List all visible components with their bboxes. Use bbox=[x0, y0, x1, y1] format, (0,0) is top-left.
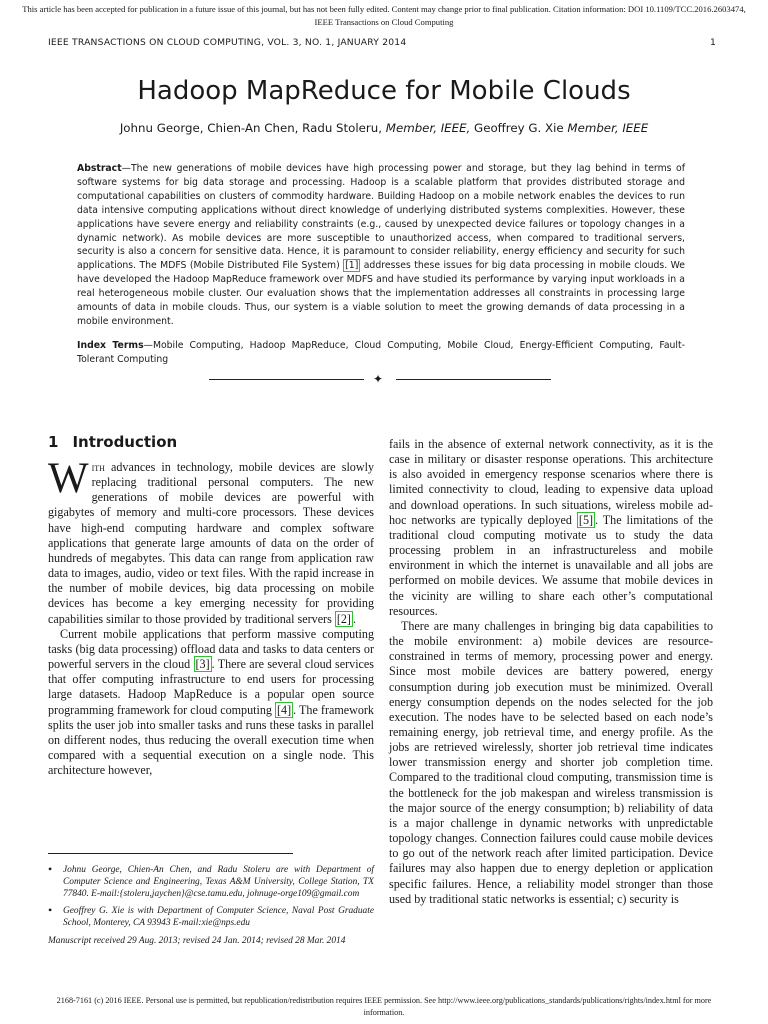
footnotes bbox=[48, 864, 374, 947]
page-number: 1 bbox=[709, 37, 716, 48]
small-caps-word: ith bbox=[91, 460, 105, 474]
intro-paragraph-3 bbox=[389, 437, 713, 619]
footer-line-1: 2168-7161 (c) 2016 IEEE. Personal use is permitted, but republication/redistribution requires IEEE permission. See http://www.ieee.org/publications_standards/publications/rights/index.html for more bbox=[56, 996, 712, 1005]
section-number: 1 bbox=[48, 433, 59, 451]
citation-link[interactable]: [4] bbox=[277, 702, 292, 717]
abstract-text-2: addresses these issues for big data processing in mobile clouds. We have developed the Hadoop MapReduce framework over MDFS and have studied its performance by varying input workloads in a real heterogeneous mobile cluster. Our evaluation shows that the implementation addresses all constraints in processing large amounts of data in mobile clouds. Thus, our system is a viable solution to meet the growing demands of data processing in a mobile environment. bbox=[77, 260, 685, 327]
intro-p3-text-b: . The limitations of the traditional cloud computing motivate us to study the data processing problem in an infrastructureless and mobile environment in which the internet is unavailable and all jobs are performed on mobile devices. We assume that mobile devices in the vicinity are willing to share each other’s computational resources. bbox=[389, 512, 713, 618]
intro-p1-end: . bbox=[352, 611, 356, 626]
intro-p1-text: advances in technology, mobile devices are slowly replacing traditional personal computers. The new generations of mobile devices are powerful with gigabytes of memory and multi-core processors. These devices have high-end computing hardware and complex software applications that generate large amounts of data on the order of hundreds of megabytes. This data can range from application raw data to images, audio, video or text files. With the rapid increase in the number of mobile devices, big data processing on mobile devices has become a key emerging necessity for providing capabilities similar to those provided by traditional servers bbox=[48, 460, 374, 626]
notice-line-2: IEEE Transactions on Cloud Computing bbox=[314, 17, 454, 27]
authors-part-1: Johnu George, Chien-An Chen, Radu Stoleru, bbox=[119, 121, 383, 135]
intro-p2-text-a: Current mobile applications that perform massive computing tasks (big data processing) offload data and tasks to data centers or powerful servers in the cloud bbox=[48, 626, 374, 672]
abstract-text-1: —The new generations of mobile devices have high processing power and storage, but they lag behind in terms of software systems for big data storage and processing. Hadoop is a scalable platform that provides distributed storage and computational capabilities on clusters of commodity hardware. Building Hadoop on a mobile network enables the devices to run data intensive computing applications without direct knowledge of underlying distributed systems complexities. However, these applications have severe energy and reliability constraints (e.g., caused by unexpected device failures or topology changes in a dynamic network). As mobile devices are more susceptible to unauthorized access, when compared to traditional servers, security is also a concern for sensitive data. Hence, it is paramount to consider reliability, energy efficiency and security for such applications. The MDFS (Mobile Distributed File System) bbox=[77, 163, 685, 272]
right-column bbox=[389, 437, 713, 907]
intro-paragraph-4: There are many challenges in bringing big data capabilities to the mobile environment: a) mobile devices are resource-constrained in terms of memory, processing power and energy. Since most mobile devices are battery powered, energy consumption during job execution must be minimized. Overall energy consumption depends on the nodes selected for the job execution. The nodes have to be selected based on each node’s remaining energy, job retrieval time, and energy profile. As the jobs are retrieved wirelessly, shorter job retrieval time indicates lower transmission energy and shorter job completion time. Compared to the traditional cloud computing, transmission time is the bottleneck for the job makespan and wireless transmission is the major source of the energy consumption; b) reliability of data is a major challenge in dynamic networks with unpredictable topology changes. Connection failures could cause mobile devices to go out of the network reach after limited participation. Device failures may also happen due to energy depletion or application specific failures. Hence, a reliability model stronger than those used by traditional static networks is essential; c) security is bbox=[389, 618, 713, 906]
citation-link[interactable]: [3] bbox=[195, 657, 210, 672]
drop-cap: W bbox=[48, 455, 89, 502]
divider-line-left bbox=[209, 379, 364, 380]
footnote-1 bbox=[48, 864, 374, 900]
citation-link[interactable]: [2] bbox=[336, 611, 351, 626]
section-title: Introduction bbox=[72, 433, 178, 451]
section-divider bbox=[209, 372, 551, 386]
footnote-2-text: Geoffrey G. Xie is with Department of Computer Science, Naval Post Graduate School, Monterey, CA 93943 E-mail:xie@nps.edu bbox=[63, 906, 374, 928]
index-terms-label: Index Terms bbox=[77, 340, 144, 351]
journal-name: IEEE TRANSACTIONS ON CLOUD COMPUTING, VOL. 3, NO. 1, JANUARY 2014 bbox=[48, 37, 407, 48]
bullet-icon: • bbox=[48, 862, 53, 876]
footnote-rule bbox=[48, 853, 293, 854]
abstract bbox=[77, 162, 685, 329]
authors-membership-2: Member, IEEE bbox=[567, 121, 649, 135]
authors-part-2: Geoffrey G. Xie bbox=[474, 121, 564, 135]
paper-title: Hadoop MapReduce for Mobile Clouds bbox=[137, 76, 631, 106]
notice-line-1: This article has been accepted for publication in a future issue of this journal, but has not been fully edited. Content may change prior to final publication. Citation information: DOI 10.1109/TCC.2016.2603474, bbox=[22, 4, 746, 14]
intro-p2-text-c: . The framework splits the user job into smaller tasks and runs these tasks in parallel on different nodes, thus reducing the overall execution time when compared with a sequential execution on a single node. This architecture however, bbox=[48, 702, 374, 778]
citation-link[interactable]: [5] bbox=[578, 512, 594, 527]
section-heading bbox=[48, 433, 177, 451]
divider-line-right bbox=[396, 379, 551, 380]
journal-header bbox=[48, 37, 716, 48]
footnote-1-text: Johnu George, Chien-An Chen, and Radu Stoleru are with Department of Computer Science and Engineering, Texas A&M University, College Station, TX 77840. E-mail:{stoleru,jaychen}@cse.tamu.edu, johnuge-orge109@gmail.com bbox=[63, 865, 374, 899]
intro-p2-text-b: . There are several cloud services that offer computing infrastructure to end users for processing large datasets. Hadoop MapReduce is a popular open source programming framework for cloud computing bbox=[48, 657, 374, 717]
diamond-icon: ✦ bbox=[373, 372, 384, 386]
index-terms bbox=[77, 339, 685, 367]
intro-p3-text-a: fails in the absence of external network connectivity, as it is the case in military or disaster response operations. This architecture is also avoided in emergency response scenarios where there is limited connectivity to cloud, leading to expensive data upload and download operations. In such situations, wireless mobile ad-hoc networks are typically deployed bbox=[389, 437, 713, 527]
manuscript-dates: Manuscript received 29 Aug. 2013; revised 24 Jan. 2014; revised 28 Mar. 2014 bbox=[48, 936, 346, 946]
intro-paragraph-1 bbox=[48, 455, 374, 627]
authors-membership-1: Member, IEEE, bbox=[385, 121, 471, 135]
copyright-footer bbox=[0, 995, 768, 1019]
intro-paragraph-2 bbox=[48, 627, 374, 779]
footer-line-2: information. bbox=[363, 1008, 405, 1017]
author-list bbox=[0, 121, 768, 135]
citation-link[interactable]: [1] bbox=[345, 260, 359, 272]
publication-notice bbox=[0, 3, 768, 29]
index-terms-text: —Mobile Computing, Hadoop MapReduce, Cloud Computing, Mobile Cloud, Energy-Efficient Computing, Fault-Tolerant Computing bbox=[77, 340, 685, 365]
footnote-2 bbox=[48, 905, 374, 929]
abstract-label: Abstract bbox=[77, 163, 122, 174]
left-column bbox=[48, 455, 374, 778]
bullet-icon: • bbox=[48, 903, 53, 917]
